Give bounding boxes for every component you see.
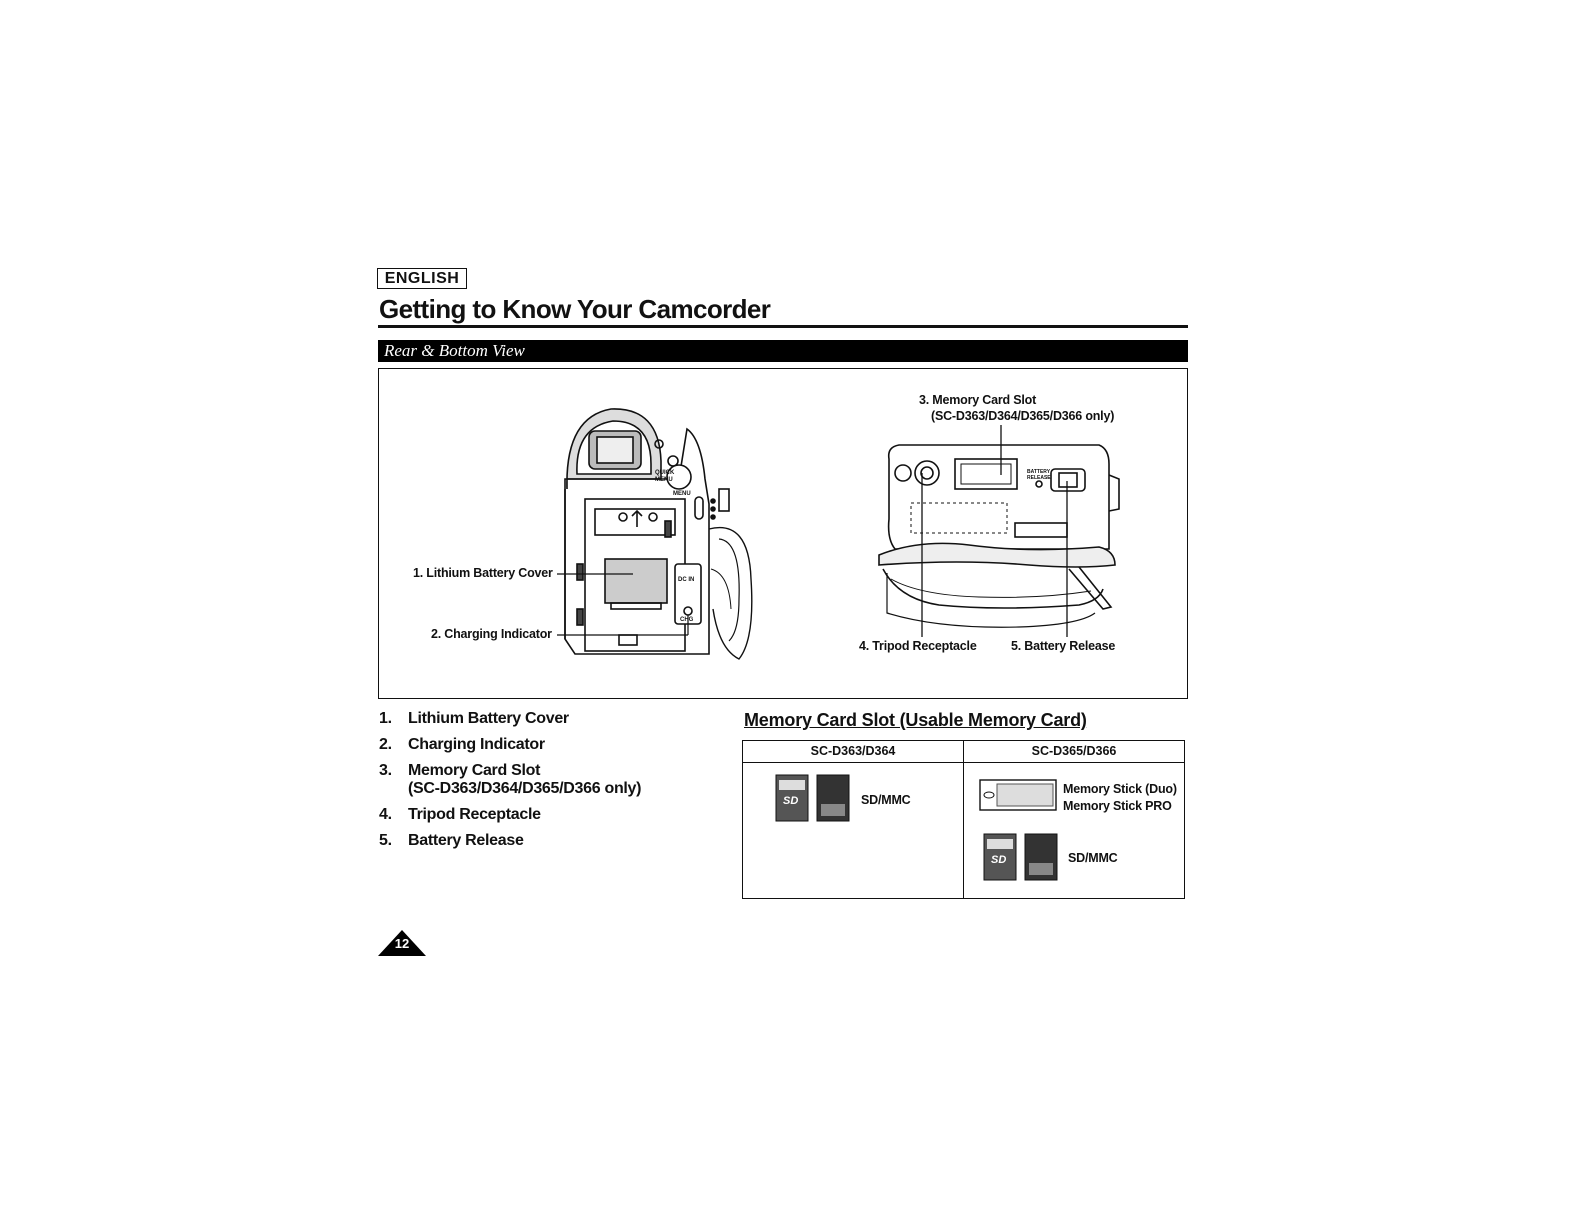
rear-view-camcorder	[565, 409, 752, 659]
callout-battery-cover: 1. Lithium Battery Cover	[413, 566, 553, 580]
memory-stick-icon	[979, 779, 1059, 813]
legend-list	[379, 710, 641, 858]
legend-text: Charging Indicator	[408, 736, 545, 753]
page-number: 12	[394, 936, 410, 951]
legend-number: 3.	[379, 762, 392, 779]
legend-item-1	[379, 710, 641, 728]
callout-memory-slot-models: (SC-D363/D364/D365/D366 only)	[931, 409, 1115, 423]
legend-text: Tripod Receptacle	[408, 806, 541, 823]
dc-in-label: DC IN	[678, 577, 695, 583]
memory-section-title: Memory Card Slot (Usable Memory Card)	[744, 710, 1087, 730]
legend-number: 1.	[379, 710, 392, 727]
col2-header: SC-D365/D366	[964, 741, 1184, 763]
page-title: Getting to Know Your Camcorder	[379, 294, 771, 324]
memory-stick-pro-label: Memory Stick PRO	[1063, 799, 1172, 813]
callout-charging-indicator: 2. Charging Indicator	[431, 627, 552, 641]
legend-item-3	[379, 762, 641, 798]
legend-text-line1: Memory Card Slot	[408, 762, 541, 779]
legend-number: 4.	[379, 806, 392, 823]
section-bar	[378, 340, 1188, 362]
quick-menu-label: MENU	[655, 477, 673, 483]
legend-text: Lithium Battery Cover	[408, 710, 569, 727]
chg-label: CHG	[680, 617, 694, 623]
legend-text: Battery Release	[408, 832, 524, 849]
legend-item-4	[379, 806, 641, 824]
battery-label: BATTERY	[1027, 469, 1051, 475]
section-title: Rear & Bottom View	[384, 341, 525, 360]
page-number-badge	[378, 930, 426, 956]
svg-text:SD: SD	[991, 854, 1007, 866]
quick-label: QUICK	[655, 470, 675, 476]
legend-number: 5.	[379, 832, 392, 849]
col1-card-label: SD/MMC	[861, 793, 911, 807]
memory-stick-duo-label: Memory Stick (Duo)	[1063, 782, 1177, 796]
sd-mmc-card-icons	[983, 833, 1063, 883]
release-label: RELEASE	[1027, 475, 1051, 481]
legend-number: 2.	[379, 736, 392, 753]
legend-item-2	[379, 736, 641, 754]
callout-tripod: 4. Tripod Receptacle	[859, 639, 977, 653]
figure-box	[378, 368, 1188, 699]
bottom-view-camcorder	[879, 445, 1119, 627]
callout-battery-release: 5. Battery Release	[1011, 639, 1116, 653]
legend-text	[408, 762, 641, 798]
column-divider	[963, 741, 964, 898]
bottom-view-device-labels	[1027, 469, 1051, 481]
title-rule	[378, 325, 1188, 328]
col1-header: SC-D363/D364	[743, 741, 963, 763]
col2-card-label: SD/MMC	[1068, 851, 1118, 865]
svg-text:SD: SD	[783, 795, 799, 807]
menu-label: MENU	[673, 491, 691, 497]
callout-memory-slot: 3. Memory Card Slot	[919, 393, 1037, 407]
sd-mmc-card-icons	[775, 774, 855, 824]
legend-item-5	[379, 832, 641, 850]
memory-card-table	[742, 740, 1185, 899]
legend-text-line2: (SC-D363/D364/D365/D366 only)	[408, 780, 642, 797]
language-badge: ENGLISH	[377, 268, 467, 289]
